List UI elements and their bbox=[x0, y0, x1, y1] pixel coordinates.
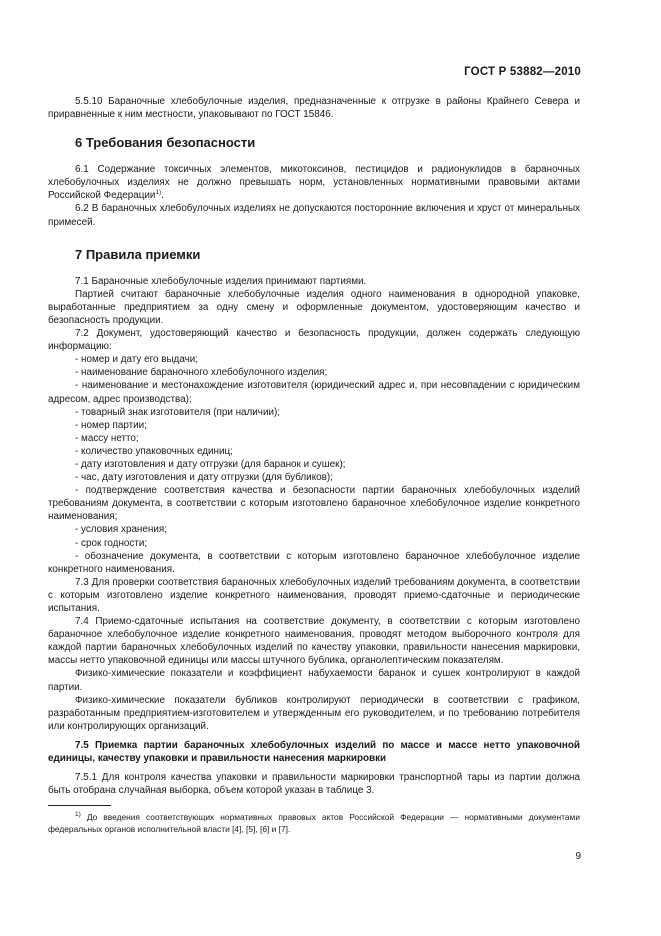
list-item: - подтверждение соответствия качества и безопасности партии бараночных хлебобулочных изделий требованиям документа, в соответствии с которым изготовлено бараночное хлебобулочное изделие конкретного наименования; bbox=[48, 485, 580, 523]
list-item: - товарный знак изготовителя (при наличии); bbox=[75, 406, 281, 418]
section-6-heading: 6 Требования безопасности bbox=[75, 135, 256, 151]
list-item: - дату изготовления и дату отгрузки (для баранок и сушек); bbox=[75, 458, 346, 470]
paragraph-7-5-heading: 7.5 Приемка партии бараночных хлебобулочных изделий по массе и массе нетто упаковочной единицы, качеству упаковки и правильности нанесения маркировки bbox=[48, 739, 580, 765]
standard-header: ГОСТ Р 53882—2010 bbox=[464, 66, 581, 78]
list-item: - наименование и местонахождение изготовителя (юридический адрес и, при несовпадении с юридическим адресом, адрес производства); bbox=[48, 380, 580, 405]
paragraph-7-1: 7.1 Бараночные хлебобулочные изделия принимают партиями. bbox=[75, 275, 367, 287]
paragraph-7-3: 7.3 Для проверки соответствия бараночных хлебобулочных изделий требованиям документа, в соответствии с которым изготовлено изделие конкретного наименования, проводят приемо-сдаточные и периодические испытания. bbox=[48, 576, 580, 614]
paragraph-7-4: 7.4 Приемо-сдаточные испытания на соответствие документу, в соответствии с которым изготовлено бараночное хлебобулочное изделие конкретного наименования, проводят методом выборочного контроля для каждой партии бараночных хлебобулочных изделий по качеству упаковки, правильности нанесения маркировки, массы нетто упаковочной единицы или массы штучного бублика, органолептическим показателям. bbox=[48, 616, 580, 667]
section-7-heading: 7 Правила приемки bbox=[75, 246, 201, 262]
paragraph-7-2: 7.2 Документ, удостоверяющий качество и безопасность продукции, должен содержать следующую информацию: bbox=[48, 328, 580, 353]
footnote-text-block bbox=[48, 812, 580, 835]
list-item: - срок годности; bbox=[75, 537, 148, 549]
paragraph-7-4-physchem: Физико-химические показатели и коэффициент набухаемости баранок и сушек контролируют в каждой партии. bbox=[48, 668, 580, 693]
list-item: - наименование бараночного хлебобулочного изделия; bbox=[75, 367, 328, 379]
list-item: - номер партии; bbox=[75, 419, 147, 431]
footnote bbox=[48, 812, 580, 835]
list-item: - обозначение документа, в соответствии с которым изготовлено бараночное хлебобулочное изделие конкретного наименования. bbox=[48, 550, 580, 575]
page-number: 9 bbox=[575, 851, 581, 862]
list-item: - час, дату изготовления и дату отгрузки (для бубликов); bbox=[75, 472, 333, 484]
list-item: - массу нетто; bbox=[75, 432, 139, 444]
paragraph-7-5-1: 7.5.1 Для контроля качества упаковки и правильности маркировки транспортной тары из партии должна быть отобрана случайная выборка, объем которой указан в таблице 3. bbox=[48, 772, 580, 797]
paragraph-6-1 bbox=[48, 163, 580, 202]
footnote-ref: 1) bbox=[155, 189, 162, 197]
footnote-mark: 1) bbox=[75, 811, 81, 818]
list-item: - количество упаковочных единиц; bbox=[75, 445, 233, 457]
paragraph-6-1-end: . bbox=[161, 190, 164, 202]
paragraph-6-1-text: 6.1 Содержание токсичных элементов, микотоксинов, пестицидов и радионуклидов в бараночных хлебобулочных изделиях не должно превышать норм, установленных нормативными правовыми актами Российской Федерации bbox=[48, 164, 580, 202]
list-item: - условия хранения; bbox=[75, 524, 167, 536]
footnote-text: До введения соответствующих нормативных правовых актов Российской Федерации — нормативными документами федеральных органов исполнительной власти [4], [5], [6] и [7]. bbox=[48, 812, 580, 834]
info-list bbox=[48, 353, 580, 576]
footnote-divider bbox=[48, 805, 111, 806]
paragraph-5-5-10: 5.5.10 Бараночные хлебобулочные изделия, предназначенные к отгрузке в районы Крайнего Севера и приравненные к ним местности, упаковывают по ГОСТ 15846. bbox=[48, 96, 580, 121]
paragraph-7-1-lot: Партией считают бараночные хлебобулочные изделия одного наименования в однородной упаковке, выработанные предприятием за одну смену и оформленные документом, удостоверяющим качество и безопасность продукции. bbox=[48, 288, 580, 326]
paragraph-6-2: 6.2 В бараночных хлебобулочных изделиях не допускаются посторонние включения и хруст от минеральных примесей. bbox=[48, 203, 580, 228]
list-item: - номер и дату его выдачи; bbox=[75, 354, 199, 366]
page-content bbox=[48, 95, 580, 797]
paragraph-7-4-bagels: Физико-химические показатели бубликов контролируют периодически в соответствии с графиком, разработанным предприятием-изготовителем и утвержденным его руководителем, и по требованию потребителя или контролирующих организаций. bbox=[48, 694, 580, 732]
